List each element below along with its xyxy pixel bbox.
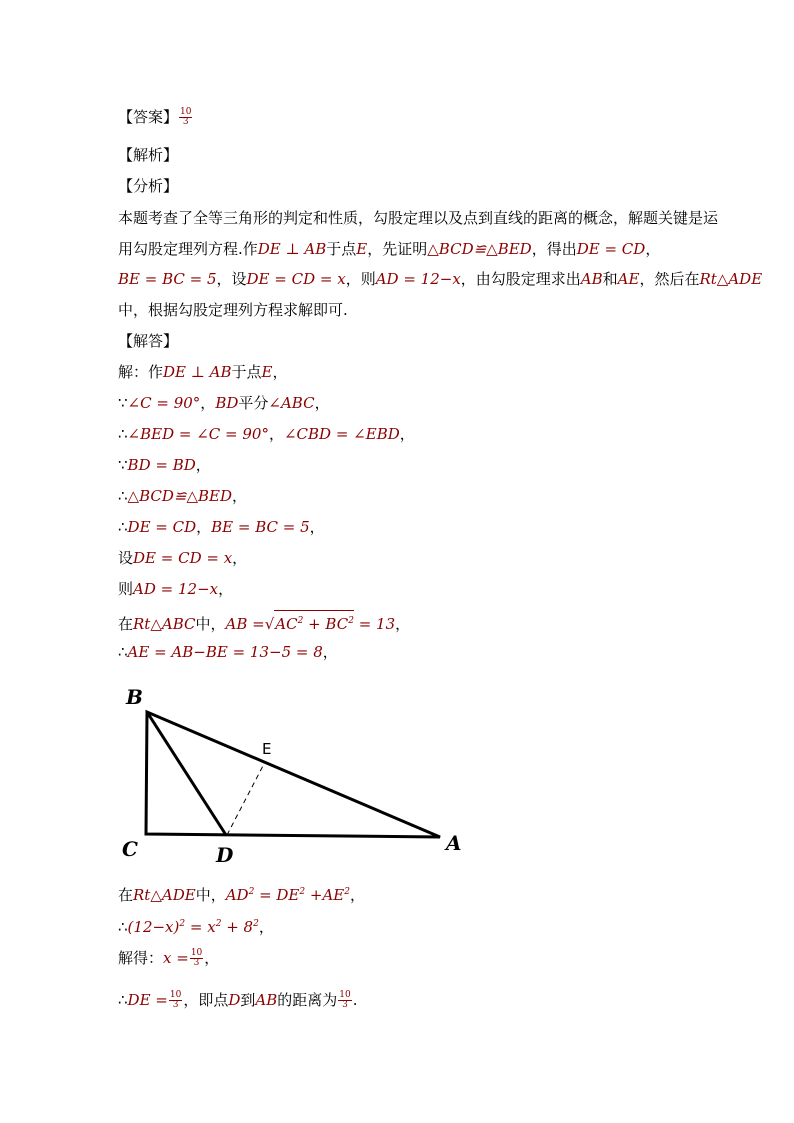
step-1: 解：作DE ⊥ AB于点E，	[118, 363, 288, 381]
analysis-heading: 【解析】	[118, 146, 179, 164]
step-11: 在Rt△ADE中，$AD^2 = DE^2 +AE^2$，	[118, 886, 365, 904]
fenxi-line-4: 中，根据勾股定理列方程求解即可.	[118, 301, 348, 319]
label-b: B	[126, 685, 143, 709]
label-e: E	[262, 740, 272, 758]
step-9: 在Rt△ABC中，AB $=√AC^2 + BC^2 = 13$，	[118, 610, 410, 634]
fraction-x: $\frac{10}{3}$	[190, 948, 203, 968]
step-8: 则AD = 12−x，	[118, 580, 234, 598]
label-d: D	[216, 843, 234, 867]
step-3: ∴∠BED = ∠C = 90°，∠CBD = ∠EBD，	[118, 425, 415, 443]
step-4: ∵BD = BD，	[118, 456, 211, 474]
step-2: ∵∠C = 90°，BD平分∠ABC，	[118, 394, 330, 412]
fenxi-line-2: 用勾股定理列方程.作DE ⊥ AB于点E，先证明△BCD≌△BED，得出DE = CD，	[118, 240, 661, 258]
step-10: ∴AE = AB−BE = 13−5 = 8，	[118, 643, 338, 661]
fenxi-line-3: BE = BC = 5，设DE = CD = x，则AD = 12−x，由勾股定理求出AB和AE，然后在Rt△ADE	[118, 270, 763, 288]
label-a: A	[446, 831, 462, 855]
label-c: C	[122, 837, 138, 861]
segment-de-dashed	[227, 762, 265, 835]
step-6: ∴DE = CD，BE = BC = 5，	[118, 518, 325, 536]
step-7: 设DE = CD = x，	[118, 549, 248, 567]
triangle-figure	[110, 680, 480, 870]
sqrt-expression: $AC^2 + BC^2$	[274, 610, 354, 634]
fenxi-line-1: 本题考查了全等三角形的判定和性质，勾股定理以及点到直线的距离的概念，解题关键是运	[118, 209, 719, 227]
triangle-abc	[146, 712, 440, 837]
fraction-de: $\frac{10}{3}$	[169, 990, 182, 1010]
step-5: ∴△BCD≌△BED，	[118, 487, 248, 505]
step-13: 解得：x = $\frac{10}{3}$ ，	[118, 948, 220, 968]
fenxi-heading: 【分析】	[118, 177, 179, 195]
step-12: $\therefore(12-x)^2 = x^2 + 8^2$，	[118, 918, 274, 936]
step-14: ∴DE = $\frac{10}{3}$ ，即点D到AB的距离为 $\frac{10}{3}$ .	[118, 990, 358, 1010]
answer-line: 【答案】 $\frac{10}{3}$	[118, 107, 192, 127]
answer-fraction: $\frac{10}{3}$	[180, 107, 192, 127]
fraction-distance: $\frac{10}{3}$	[339, 990, 351, 1010]
jieda-heading: 【解答】	[118, 332, 179, 350]
